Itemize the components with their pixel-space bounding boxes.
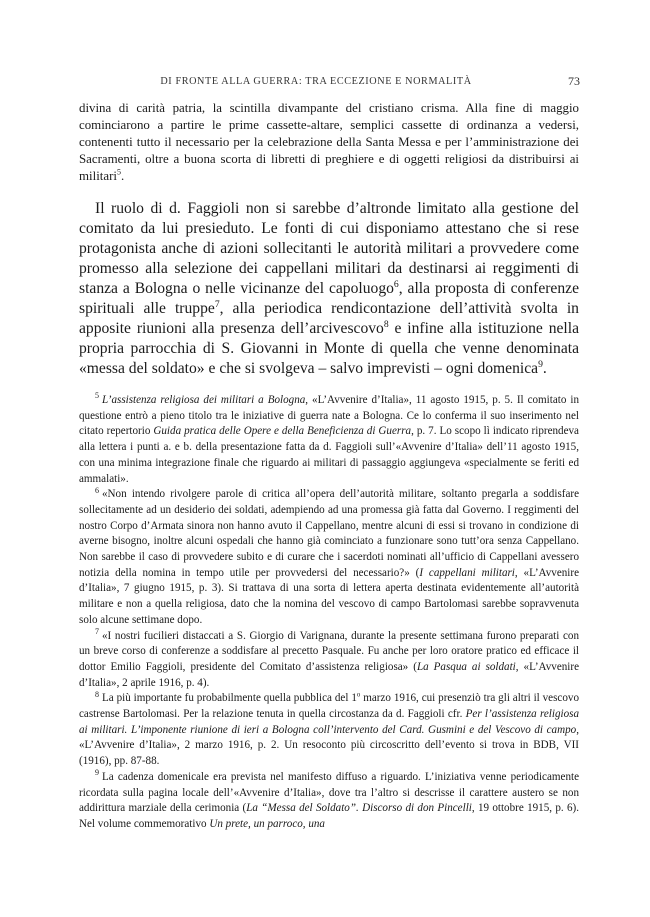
footnote-9 xyxy=(79,770,579,833)
text-run: , alla periodica rendicontazione dell’attività svolta in apposite riunioni alla presenza dell’arcivescovo xyxy=(79,300,579,338)
text-run: , p. 7. Lo scopo lì indicato riprendeva alla lettera i punti a. e b. della presentazione fatta da d. Faggioli sull’«Avvenire d’Italia» dell’11 agosto 1915, con una minima integrazione finale che riguardo ai militari di passaggio aggiungeva «specialmente se feriti ed ammalati». xyxy=(79,425,579,485)
footnote-8 xyxy=(79,691,579,770)
footnote-5 xyxy=(79,393,579,487)
text-run: «Non intendo rivolgere parole di critica all’opera dell’autorità militare, soltanto pregarla a soddisfare sollecitamente ad un desiderio dei soldati, adempiendo ad una promessa già fatta dal Governo. I reggimenti del nostro Corpo d’Armata sinora non hanno avuto il Cappellano, mentre alcuni di essi si trovano in condizione di averne bisogno, inoltre alcuni ospedali che hanno già cominciato a funzionare sono tutt’ora senza Cappellano. Non sarebbe il caso di provvedere subito e di curare che i sacerdoti nominati all’ufficio di Cappellani avessero notizia della nomina in tempo utile per provvedersi del necessario?» ( xyxy=(79,488,579,579)
running-head: DI FRONTE ALLA GUERRA: TRA ECCEZIONE E NORMALITÀ xyxy=(160,76,472,87)
footnote-number: 5 xyxy=(95,391,99,401)
text-run: , 19 ottobre 1915, p. 6). Nel volume commemorativo xyxy=(79,802,579,830)
italic-title: La Pasqua ai soldati xyxy=(416,660,516,673)
paragraph-1 xyxy=(79,100,579,185)
ordinal-indicator: o xyxy=(356,691,361,699)
text-run: , «L’Avvenire d’Italia», 2 aprile 1916, p. 4). xyxy=(79,660,580,689)
text-run: La cadenza domenicale era prevista nel manifesto diffuso a riguardo. L’iniziativa venne periodicamente ricordata sulla pagina locale dell’«Avvenire d’Italia», dove tra l’altro si descrisse il carattere austero se non addirittura marziale della cerimonia ( xyxy=(79,770,579,815)
italic-title: Per l’assistenza religiosa ai militari. L’imponente riunione di ieri a Bologna coll’intervento del Card. Gusmini e del Vescovo di campo xyxy=(79,708,579,736)
footnote-number: 8 xyxy=(95,689,99,699)
text-run: . xyxy=(542,360,547,378)
footnote-ref-6[interactable]: 6 xyxy=(393,279,399,291)
italic-title: La “Messa del Soldato”. Discorso di don Pincelli xyxy=(246,802,472,815)
main-text xyxy=(79,100,579,379)
text-run: divina di carità patria, la scintilla divampante del cristiano crisma. Alla fine di maggio cominciarono a partire le prime cassette-altare, semplici cassette di ordinanza a vedersi, contenenti tutto il necessario per la celebrazione della Santa Messa e per l’amministrazione dei Sacramenti, oltre a buona scorta di libretti di preghiere e di oggetti religiosi da distribuirsi ai militari xyxy=(79,101,579,184)
italic-title: Guida pratica delle Opere e della Beneficienza di Guerra xyxy=(153,425,412,438)
footnote-6 xyxy=(79,487,579,628)
footnote-number: 9 xyxy=(95,768,99,778)
italic-title: L’assistenza religiosa dei militari a Bologna xyxy=(102,394,306,406)
italic-title: Un prete, un parroco, una xyxy=(209,817,325,830)
footnote-ref-9[interactable]: 9 xyxy=(538,359,543,371)
italic-title: I cappellani militari xyxy=(419,566,515,579)
text-run: Il ruolo di d. Faggioli non si sarebbe d’altronde limitato alla gestione del comitato da lui presieduto. Le fonti di cui disponiamo attestano che si rese protagonista anche di azioni sollecitanti le autorità militari a provvedere come promesso alla selezione dei cappellani militari da destinarsi ai reggimenti di stanza a Bologna o nelle vicinanze del capoluogo xyxy=(79,200,579,298)
text-run: . xyxy=(120,169,125,184)
footnote-number: 6 xyxy=(95,485,99,495)
paragraph-2 xyxy=(79,199,579,379)
footnote-ref-7[interactable]: 7 xyxy=(214,299,220,311)
text-run: e infine alla istituzione nella propria parrocchia di S. Giovanni in Monte di quella che venne denominata «messa del soldato» e che si svolgeva – salvo imprevisti – ogni domenica xyxy=(79,320,579,378)
footnote-ref-8[interactable]: 8 xyxy=(383,319,389,331)
footnotes xyxy=(79,393,579,833)
text-run: «I nostri fucilieri distaccati a S. Giorgio di Varignana, durante la presente settimana furono preparati con un breve corso di conferenze a soddisfare al precetto Pasquale. Fu anche per loro oratore pratico ed efficace il dottor Emilio Faggioli, presidente del Comitato d’assistenza religiosa» ( xyxy=(79,629,579,673)
footnote-7 xyxy=(79,626,580,692)
footnote-number: 7 xyxy=(95,626,99,636)
text-run: , alla proposta di conferenze spirituali alle truppe xyxy=(79,280,579,318)
text-run: , «L’Avvenire d’Italia», 11 agosto 1915, p. 5. Il comitato in questione entrò a pieno titolo tra le iniziative di guerra nate a Bologna. Ce lo conferma il suo inserimento nel citato repertorio xyxy=(79,394,579,438)
text-run: marzo 1916, cui presenziò tra gli altri il vescovo castrense Bartolomasi. Per la relazione tenuta in quella circostanza da d. Faggioli cfr. xyxy=(79,692,579,721)
text-run: La più importante fu probabilmente quella pubblica del 1 xyxy=(102,692,357,705)
footnote-ref-5[interactable]: 5 xyxy=(116,168,121,178)
page-number: 73 xyxy=(568,74,580,88)
text-run: , «L’Avvenire d’Italia», 2 marzo 1916, p. 2. Un resoconto più circoscritto dell’evento si trova in BDB, VII (1916), pp. 87-88. xyxy=(79,723,579,768)
text-run: , «L’Avvenire d’Italia», 7 giugno 1915, p. 3). Si trattava di una sorta di lettera aperta destinata evidentemente all’autorità militare e non a quella religiosa, dato che la nomina del vescovo di campo Bartolomasi sarebbe sopravvenuta solo alcune settimane dopo. xyxy=(79,566,580,626)
